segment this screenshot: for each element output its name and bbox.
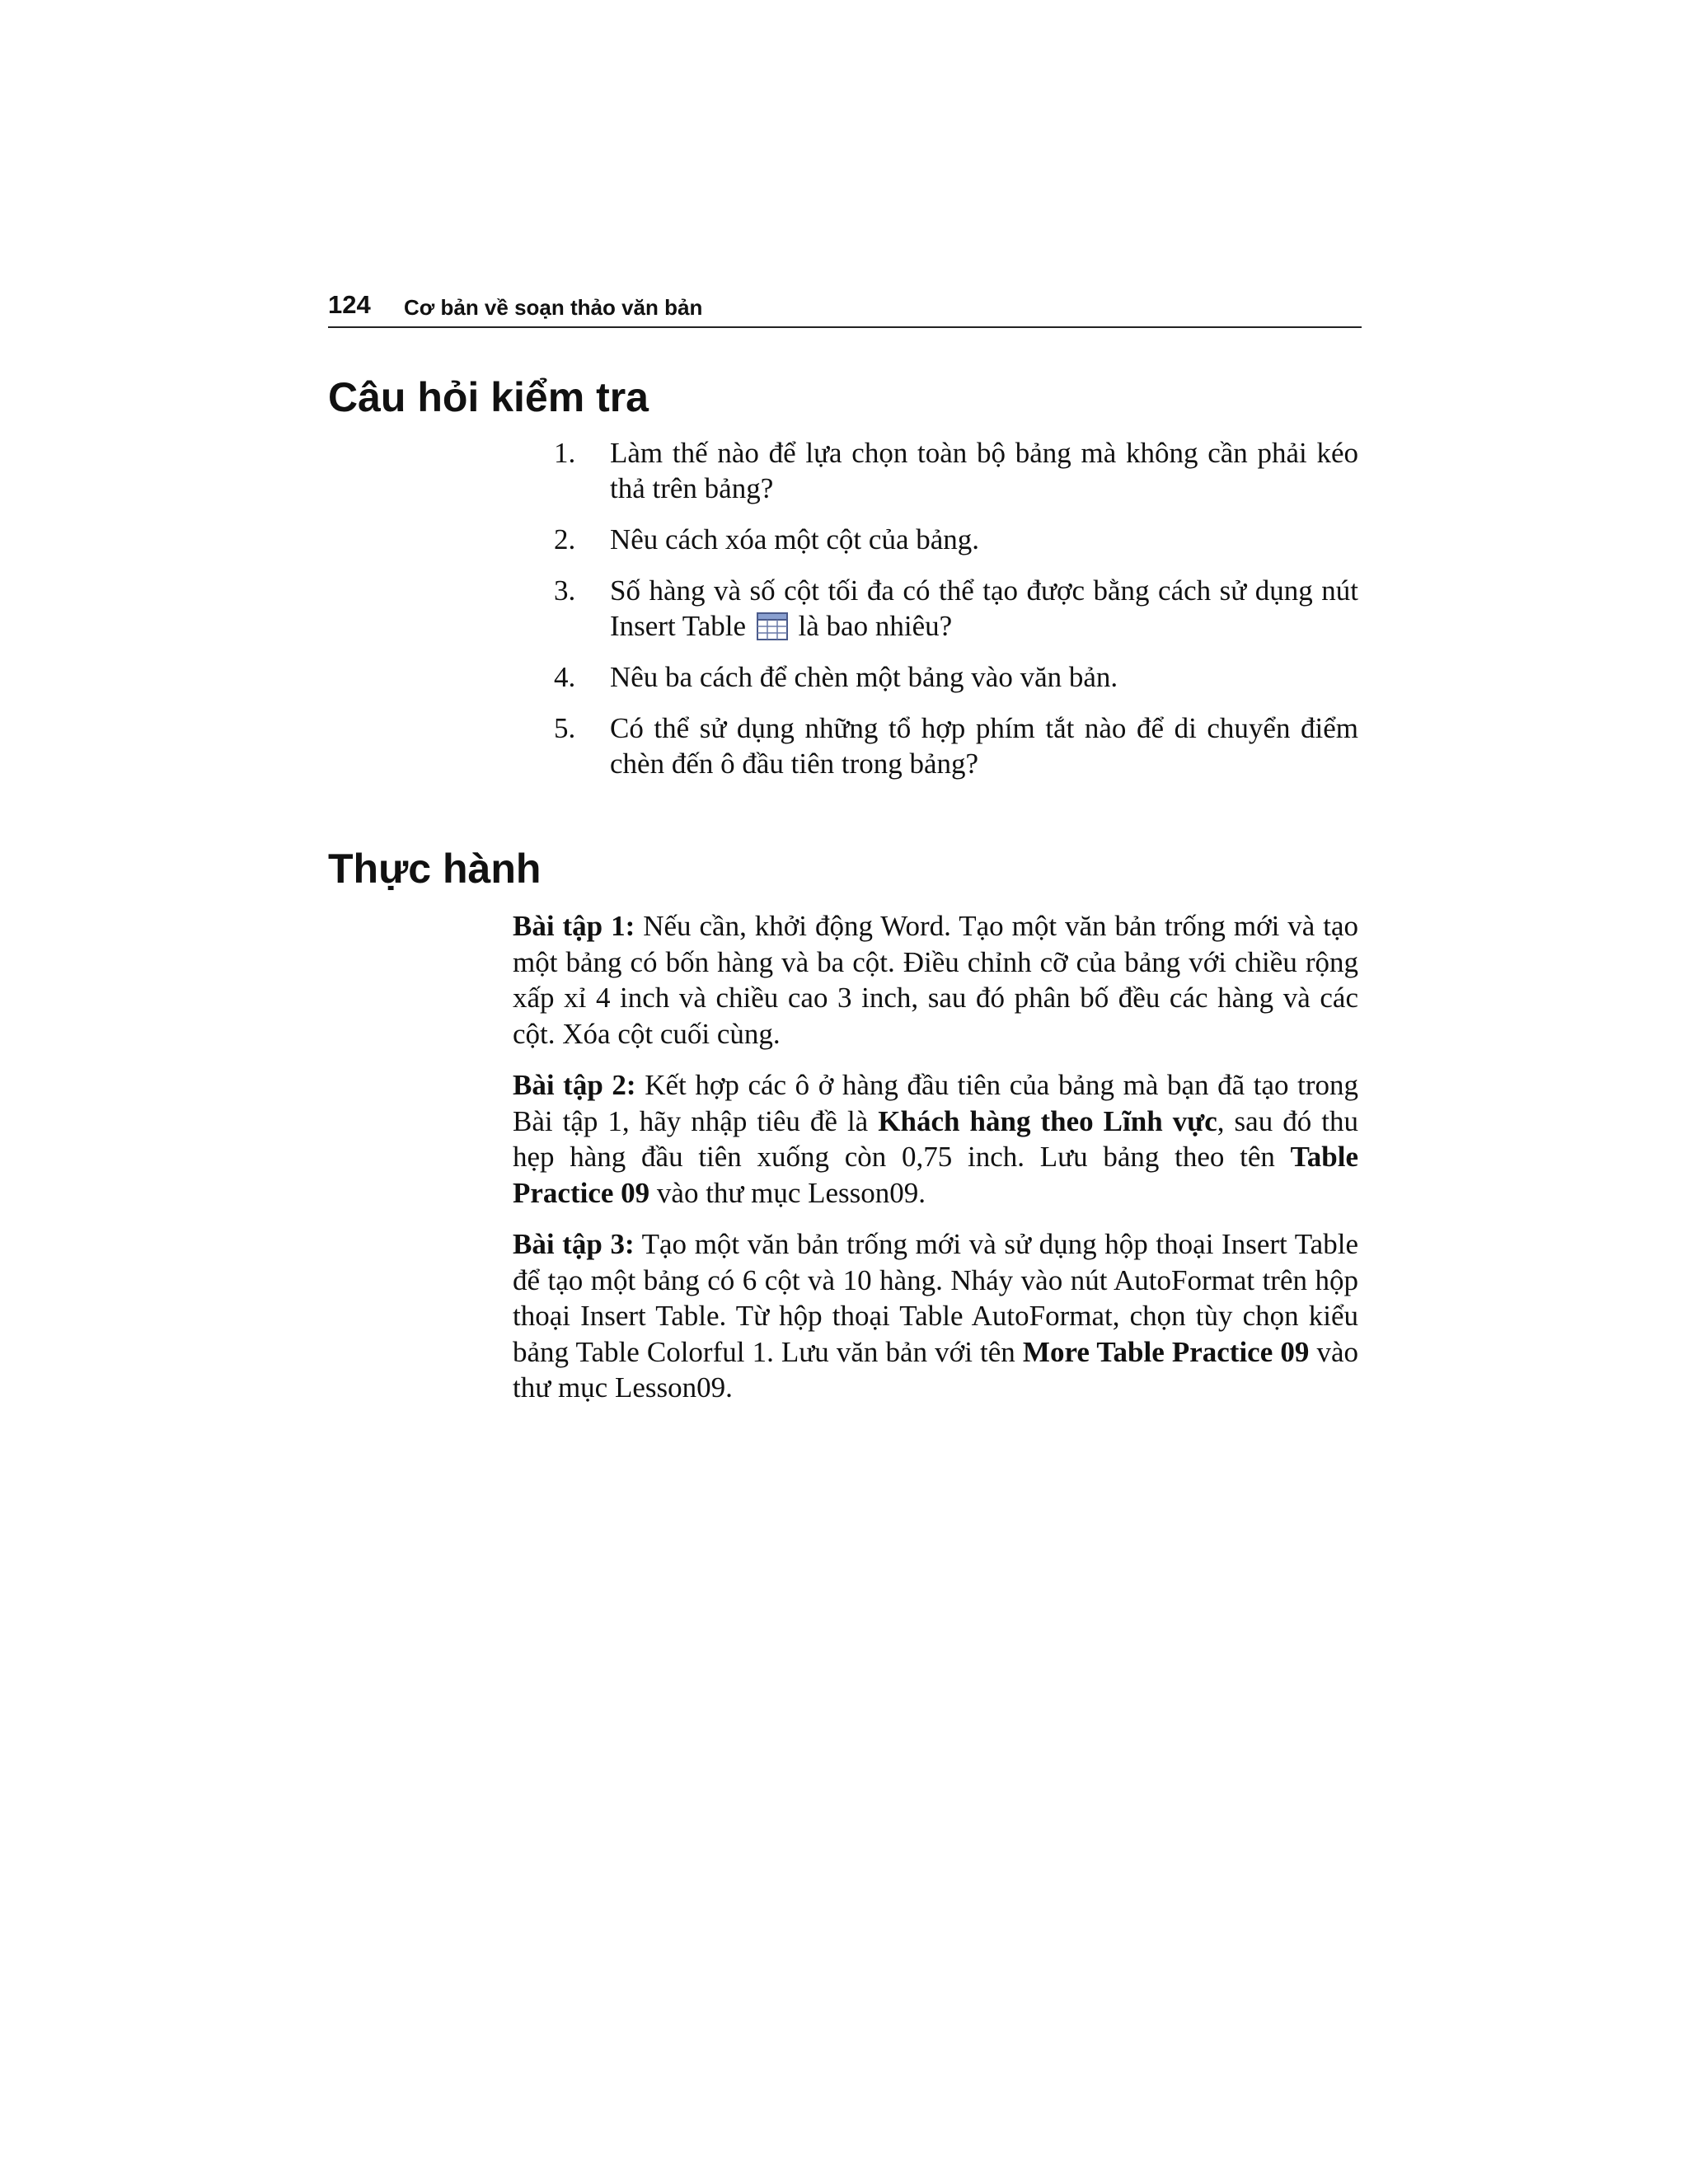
exercise-bold-term: Table Practice 09: [513, 1141, 1358, 1209]
exercise-text: vào thư mục Lesson09.: [656, 1176, 926, 1209]
chapter-title: Cơ bản về soạn thảo văn bản: [404, 295, 703, 320]
page-number: 124: [328, 290, 371, 319]
exercise-paragraph: [513, 1067, 1358, 1211]
exercise-text: vào thư mục Lesson09.: [513, 1335, 1359, 1404]
question-item: [544, 573, 1358, 644]
exercise-label: Bài tập 3:: [513, 1228, 635, 1260]
exercise-paragraph: [513, 1226, 1358, 1406]
question-item: [544, 659, 1358, 695]
exercise-paragraph: [513, 908, 1358, 1052]
exercise-list: [513, 908, 1358, 1422]
question-number: 4.: [554, 661, 576, 693]
review-question-list: [544, 435, 1358, 797]
question-item: [544, 710, 1358, 781]
running-header: [328, 290, 1362, 328]
question-number: 1.: [554, 437, 576, 469]
exercise-bold-term: Khách hàng theo Lĩnh vực: [878, 1104, 1217, 1137]
exercise-text: Tạo một văn bản trống mới và sử dụng hộp thoại Insert Table để tạo một bảng có 6 cột và 10 hàng. Nháy vào nút AutoFormat trên hộp thoại Insert Table. Từ hộp thoại Table AutoFormat, chọn tùy chọn kiểu bảng Table Colorful 1. Lưu văn bản với tên: [513, 1228, 1358, 1368]
question-text: Làm thế nào để lựa chọn toàn bộ bảng mà không cần phải kéo thả trên bảng?: [610, 437, 1358, 504]
exercise-label: Bài tập 2:: [513, 1069, 636, 1101]
question-number: 2.: [554, 523, 576, 555]
question-item: [544, 522, 1358, 557]
exercise-text: Nếu cần, khởi động Word. Tạo một văn bản trống mới và tạo một bảng có bốn hàng và ba cột. Điều chỉnh cỡ của bảng với chiều rộng xấp xỉ 4 inch và chiều cao 3 inch, sau đó phân bố đều các hàng và các cột. Xóa cột cuối cùng.: [513, 910, 1359, 1050]
question-text: Nêu ba cách để chèn một bảng vào văn bản.: [610, 661, 1118, 693]
exercise-bold-term: More Table Practice 09: [1022, 1335, 1310, 1368]
question-item: [544, 435, 1358, 506]
question-text: Có thể sử dụng những tổ hợp phím tắt nào để di chuyển điểm chèn đến ô đầu tiên trong bảng?: [610, 712, 1358, 780]
question-text: Nêu cách xóa một cột của bảng.: [610, 523, 980, 555]
exercise-text: Kết hợp các ô ở hàng đầu tiên của bảng mà bạn đã tạo trong Bài tập 1, hãy nhập tiêu đề là: [513, 1069, 1358, 1137]
question-number: 3.: [554, 574, 576, 607]
question-text: Số hàng và số cột tối đa có thể tạo được bằng cách sử dụng nút Insert Table: [610, 574, 1358, 642]
exercise-label: Bài tập 1:: [513, 910, 635, 942]
practice-section-title: Thực hành: [328, 846, 542, 892]
insert-table-icon: [757, 612, 788, 640]
exercise-text: , sau đó thu hẹp hàng đầu tiên xuống còn 0,75 inch. Lưu bảng theo tên: [513, 1104, 1358, 1173]
question-number: 5.: [554, 712, 576, 744]
question-text: là bao nhiêu?: [798, 610, 953, 642]
review-section-title: Câu hỏi kiểm tra: [328, 374, 649, 420]
